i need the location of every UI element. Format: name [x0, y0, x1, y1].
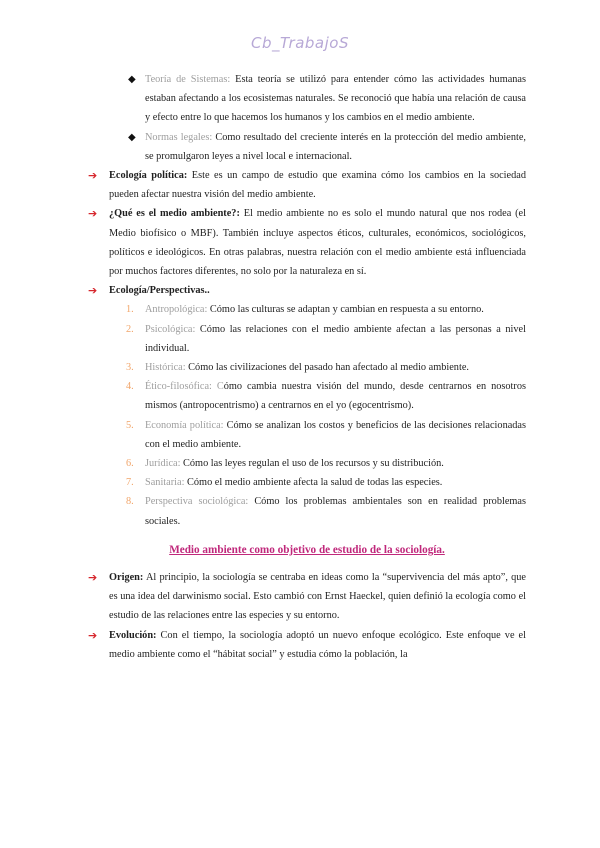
item-number: 5. [126, 419, 134, 431]
perspective-text: Cómo las relaciones con el medio ambiente afectan a las personas a nivel individual. [145, 323, 526, 354]
item-number: 2. [126, 323, 134, 335]
bullet-teoria-sistemas [88, 70, 526, 128]
item-medio-ambiente [88, 204, 526, 281]
perspective-text: Cómo las civilizaciones del pasado han afectado al medio ambiente. [185, 362, 469, 374]
item-number: 4. [126, 381, 134, 393]
perspective-text: Cómo los problemas ambientales son en realidad problemas sociales. [145, 496, 526, 527]
arrow-bullet-icon: ➔ [88, 571, 98, 585]
item-number: 6. [126, 458, 134, 470]
perspective-text: Cómo el medio ambiente afecta la salud de todas las especies. [184, 477, 443, 489]
item-text: Al principio, la sociología se centraba en ideas como la “supervivencia del más apto”, que es una idea del darwinismo social. Esto cambió con Ernst Haeckel, quien definió la ecología como el estudio de las relaciones entre las especies y su entorno. [109, 572, 526, 622]
item-text: Este es un campo de estudio que examina cómo los cambios en la sociedad pueden afectar nuestra visión del medio ambiente. [109, 170, 526, 201]
perspective-item [88, 300, 526, 319]
perspective-item [88, 473, 526, 492]
perspective-item [88, 358, 526, 377]
perspective-label: Antropológica: [145, 304, 208, 316]
section-title: Medio ambiente como objetivo de estudio de la sociología. [169, 543, 445, 556]
diamond-bullet-icon: ◆ [128, 131, 136, 143]
perspective-label: Psicológica: [145, 323, 196, 335]
item-perspectivas [88, 281, 526, 300]
item-label: ¿Qué es el medio ambiente?: [109, 208, 240, 220]
bullet-label: Teoría de Sistemas: [145, 74, 231, 85]
perspective-item [88, 492, 526, 530]
perspective-item [88, 377, 526, 415]
perspective-label: Histórica: [145, 362, 186, 374]
perspective-label: Ético-filosófica: C [145, 381, 224, 393]
item-number: 7. [126, 477, 134, 489]
page-header: Cb_TrabajoS [251, 34, 349, 52]
item-number: 8. [126, 496, 134, 508]
item-label: Evolución: [109, 629, 157, 641]
item-text: El medio ambiente no es solo el mundo natural que nos rodea (el Medio biofísico o MBF). También incluye aspectos éticos, culturales, económicos, sociológicos, políticos e ideológicos. En otras palabras, nuestra relación con el medio ambiente está influenciada por muchos factores diferentes, no solo por la naturaleza en sí. [109, 208, 526, 278]
item-label: Origen: [109, 572, 144, 584]
perspective-text: Cómo las culturas se adaptan y cambian en respuesta a su entorno. [207, 304, 484, 316]
perspective-item [88, 320, 526, 358]
perspective-label: Sanitaria: [145, 477, 185, 489]
perspective-label: Jurídica: [145, 458, 181, 470]
item-text: Con el tiempo, la sociología adoptó un nuevo enfoque ecológico. Este enfoque ve el medio ambiente como el “hábitat social” y estudia cómo la población, la [109, 629, 526, 660]
item-origen [88, 568, 526, 626]
item-label: Ecología/Perspectivas.. [109, 285, 210, 297]
bullet-text: Esta teoría se utilizó para entender cómo las actividades humanas estaban afectando a los ecosistemas naturales. Se reconoció que había una relación de causa y efecto entre lo que hacemos los humanos y los cambios en el medio ambiente. [145, 74, 526, 124]
perspective-item [88, 416, 526, 454]
arrow-bullet-icon: ➔ [88, 628, 98, 642]
perspective-label: Economía política: [145, 419, 224, 431]
document-body [88, 70, 526, 664]
bullet-text: Como resultado del creciente interés en la protección del medio ambiente, se promulgaron leyes a nivel local e internacional. [145, 131, 526, 162]
diamond-bullet-icon: ◆ [128, 74, 136, 85]
arrow-bullet-icon: ➔ [88, 284, 98, 298]
arrow-bullet-icon: ➔ [88, 207, 98, 221]
perspective-text: ómo cambia nuestra visión del mundo, desde centrarnos en nosotros mismos (antropocentrismo) a centrarnos en el yo (egocentrismo). [145, 381, 526, 412]
item-label: Ecología política: [109, 170, 188, 182]
perspective-item [88, 454, 526, 473]
item-evolucion [88, 626, 526, 664]
perspective-label: Perspectiva sociológica: [145, 496, 249, 508]
arrow-bullet-icon: ➔ [88, 169, 98, 183]
bullet-normas-legales [88, 128, 526, 166]
perspective-text: Cómo las leyes regulan el uso de los recursos y su distribución. [180, 458, 444, 470]
item-number: 3. [126, 362, 134, 374]
bullet-label: Normas legales: [145, 131, 213, 143]
perspective-text: Cómo se analizan los costos y beneficios de las decisiones relacionadas con el medio ambiente. [145, 419, 527, 450]
item-number: 1. [126, 304, 134, 316]
item-ecologia-politica [88, 166, 526, 204]
